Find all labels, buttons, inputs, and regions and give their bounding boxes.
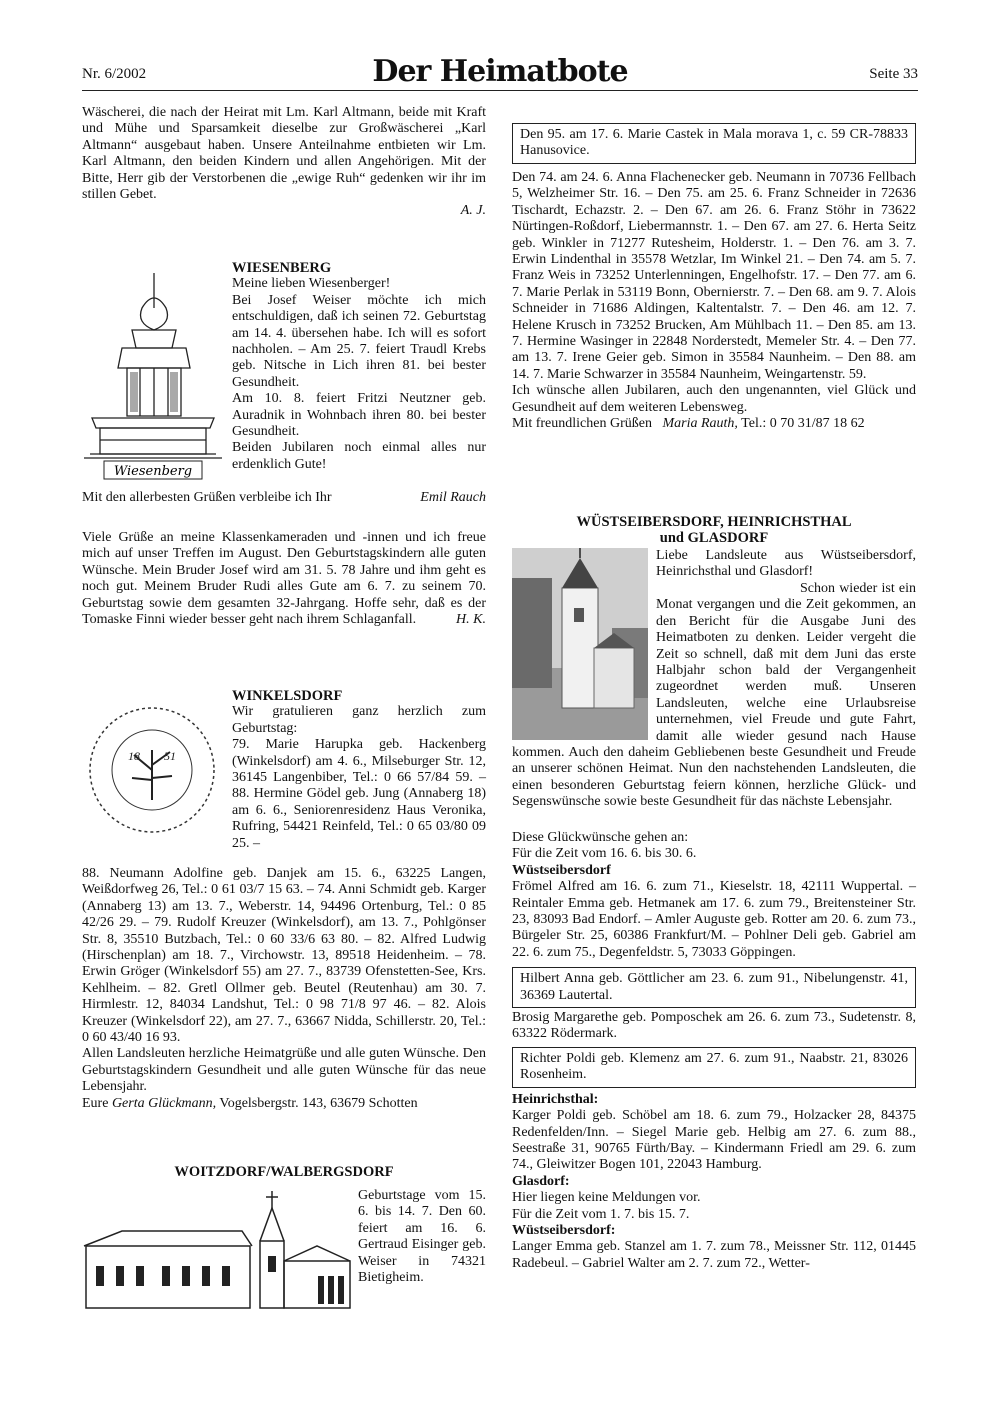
sub-wuestseibersdorf-2: Wüstseibersdorf:: [512, 1222, 616, 1238]
intro-paragraph: Wäscherei, die nach der Heirat mit Lm. Karl Altmann, beide mit Kraft und Mühe und Sparsamkeit dieselbe zur Großwäscherei „Karl Altmann“ ausgebaut haben. Unsere Anteilnahme entbieten wir Lm. Karl Altmann, den beiden Kindern und allen Angehörigen. Mit der Bitte, Herr gib der Verstorbenen die „ewige Ruh“ gedenken wir ihr im stillen Gebet. A. J.: [82, 105, 486, 219]
highlight-box-richter: Richter Poldi geb. Klemenz am 27. 6. zum 91., Naabstr. 21, 83026 Rosenheim.: [512, 1047, 916, 1088]
wiesenberg-image-label: Wiesenberg: [113, 464, 193, 479]
winkelsdorf-seal-image: [82, 700, 222, 840]
page-header: [82, 54, 918, 91]
wuestseibersdorf-title: WÜSTSEIBERSDORF, HEINRICHSTHAL und GLASDORF: [576, 514, 852, 547]
wiesenberg-fountain-image: [82, 268, 224, 486]
rauth-greeting: Mit freundlichen Grüßen Maria Rauth, Tel.: 0 70 31/87 18 62: [512, 416, 865, 432]
highlight-box-hilbert: Hilbert Anna geb. Göttlicher am 23. 6. zum 91., Nibelungenstr. 41, 36369 Lautertal.: [512, 967, 916, 1008]
wuestseibersdorf-intro: Liebe Landsleute aus Wüstseibersdorf, Heinrichsthal und Glasdorf!: [656, 548, 916, 580]
woitzdorf-title: WOITZDORF/WALBERGSDORF: [174, 1164, 394, 1180]
winkelsdorf-title: WINKELSDORF: [232, 688, 343, 704]
wiesenberg-title: WIESENBERG: [232, 260, 332, 276]
klasse-signature: H. K.: [456, 612, 486, 628]
wiesenberg-signature: Emil Rauch: [420, 490, 486, 505]
wiesenberg-section: WIESENBERG Meine lieben Wiesenberger! Bei Josef Weiser möchte ich mich entschuldigen, daß ich seinen 72. Geburtstag am 14. 4. übersehen habe. Ich will es sofort nachholen. – Am 25. 7. feiert Traudl Krebs geb. Nitsche in Lich ihren 81. bei bester Gesundheit. Am 10. 8. feiert Fritzi Neutzner geb. Auradnik in Wohnbach ihren 80. bei bester Gesundheit. Beiden Jubilaren noch einmal alles nur erdenklich Gute!: [232, 260, 486, 472]
sub-wuestseibersdorf: Wüstseibersdorf: [512, 862, 611, 878]
woitzdorf-text: Geburtstage vom 15. 6. bis 14. 7. Den 60. feiert am 16. 6. Gertraud Eisinger geb. Weiser in 74321 Bietigheim.: [358, 1188, 486, 1286]
klasse-paragraph: Viele Grüße an meine Klassenkameraden und -innen und ich freue mich auf unser Treffen im August. Den Geburtstagskindern alle guten Wünsche. Mein Bruder Josef wird am 31. 5. 78 Jahre und ihm geht es noch gut. Meinem Bruder Rudi alles Gute am 6. 7. zu seinem 70. Geburtstag sowie dem gesamten 32-Jahrgang. Hoffe sehr, daß es der Tomaske Finni wieder besser geht nach ihrem Schlaganfall. H. K.: [82, 530, 486, 628]
svg-text:51: 51: [164, 749, 176, 763]
masthead-title: Der Heimatbote: [372, 54, 628, 89]
intro-signature: A. J.: [460, 203, 486, 219]
page-number: Seite 33: [869, 66, 918, 82]
wuestseibersdorf-list: Diese Glückwünsche gehen an: Für die Zeit vom 16. 6. bis 30. 6. Wüstseibersdorf Frömel Alfred am 16. 6. zum 71., Kieselstr. 18, 42111 Wuppertal. – Reintaler Emma geb. Hetmanek am 17. 6. zum 79., Breitensteiner Str. 23, 83093 Bad Endorf. – Amler Auguste geb. Rotter am 20. 6. zum 73., Bürgeler Str. 25, 60386 Frankfurt/M. – Pohlner Deli geb. Gabriel am 22. 6. zum 75., Degenfeldstr. 5, 73033 Göppingen. Hilbert Anna geb. Göttlicher am 23. 6. zum 91., Nibelungenstr. 41, 36369 Lautertal. Brosig Margarethe geb. Pomposchek am 26. 6. zum 73., Sudetenstr. 8, 63322 Rödermark. Richter Poldi geb. Klemenz am 27. 6. zum 91., Naabstr. 21, 83026 Rosenheim. Heinrichsthal: Karger Poldi geb. Schöbel am 18. 6. zum 79., Holzacker 28, 84375 Redenfelden/Inn. – Siegel Marie geb. Helbig am 27. 6. zum 88., Seestraße 31, 90765 Fürth/Bay. – Kindermann Friedl am 29. 6. zum 74., Gleiwitzer Bogen 101, 22043 Hamburg. Glasdorf: Hier liegen keine Meldungen vor. Für die Zeit vom 1. 7. bis 15. 7. Wüstseibersdorf: Langer Emma geb. Stanzel am 1. 7. zum 78., Meissner Str. 112, 01445 Radebeul. – Gabriel Walter am 2. 7. zum 72., Wetter-: [512, 830, 916, 1271]
issue-number: Nr. 6/2002: [82, 66, 147, 82]
sub-heinrichsthal: Heinrichsthal:: [512, 1091, 599, 1107]
wiesenberg-closing: Mit den allerbesten Grüßen verbleibe ich Ihr Emil Rauch: [82, 490, 486, 505]
woitzdorf-title-wrap: [82, 1164, 486, 1180]
winkelsdorf-seal-text: VORSTAND D. VEREIN D. GEMEINDE WINKELSDORF 18 51: [82, 700, 110, 701]
jubilar-list: Den 74. am 24. 6. Anna Flachenecker geb. Neumann in 70736 Fellbach 5, Welzheimer Str. 16. – Den 75. am 25. 6. Franz Schneider in 72636 Tischardt, Echazstr. 2. – Den 67. am 26. 6. Franz Stöhr in 73622 Nürtingen-Roßdorf, Liebermannstr. 1. – Den 67. am 27. 6. Herta Seitz geb. Winkler in 71277 Rutesheim, Holderstr. 1. – Den 76. am 3. 7. Erwin Lindenthal in 35578 Wetzlar, Im Winkel 21. – Den 74. am 5. 7. Franz Weis in 73252 Unterlenningen, Engelhofstr. 17. – Den 77. am 6. 7. Marie Perlak in 53119 Bonn, Obernierstr. 7. – Den 68. am 9. 7. Alois Schneider in 71686 Aldingen, Kaltentalstr. 7. – Den 46. am 12. 7. Helene Krusch in 73252 Brucken, Am Mühlbach 11. – Den 85. am 13. 7. Hermine Wasinger in 22848 Norderstedt, Memeler Str. 4. – Den 77. am 13. 7. Irene Geier geb. Simon in 35584 Naunheim. – Den 88. am 14. 7. Marie Schwarzer in 35584 Naunheim, Weingartenstr. 59. Ich wünsche allen Jubilaren, auch den ungenannten, viel Glück und Gesundheit auf dem weiteren Lebensweg. Mit freundlichen Grüßen Maria Rauth, Tel.: 0 70 31/87 18 62: [512, 170, 916, 432]
winkelsdorf-section: WINKELSDORF Wir gratulieren ganz herzlich zum Geburtstag: 79. Marie Harupka geb. Hackenberg (Winkelsdorf) am 4. 6., Milseburger Str. 12, 36145 Langenbiber, Tel.: 0 66 57/84 59. – 88. Hermine Gödel geb. Jung (Annaberg 18) am 6. 6., Seniorenresidenz Haus Veronika, Rufring, 54421 Reinfeld, Tel.: 0 65 03/80 09 25. –: [232, 688, 486, 851]
winkelsdorf-list: 88. Neumann Adolfine geb. Danjek am 15. 6., 63225 Langen, Weißdorfweg 26, Tel.: 0 61 03/7 15 63. – 74. Anni Schmidt geb. Karger (Annaberg 13) am 13. 7., Weberstr. 14, 94496 Ortenburg, Tel.: 0 85 42/26 29. – 79. Rudolf Kreuzer (Winkelsdorf), am 13. 7., Pohlgönser Str. 8, 35510 Butzbach, Tel.: 0 60 33/6 63 80. – 82. Alfred Ludwig (Hirschenplan) am 18. 7., Virchowstr. 13, 89518 Heidenheim. – 78. Erwin Gröger (Winkelsdorf 55) am 27. 7., 83739 Ofenstetten-See, Krs. Kehlheim. – 82. Gretl Ollmer geb. Beutel (Reutenhau) am 30. 7. Hirmlestr. 12, 84034 Landshut, Tel.: 0 98 71/8 97 46. – 82. Alois Kreuzer (Winkelsdorf 22), am 27. 7., 63667 Nidda, Schillerstr. 20, Tel.: 0 60 43/40 16 93. Allen Landsleuten herzliche Heimatgrüße und alle guten Wünsche. Den Geburtstagskindern Gesundheit und alle guten Wünsche für das neue Lebensjahr. Eure Gerta Glückmann, Vogelsbergstr. 143, 63679 Schotten: [82, 866, 486, 1111]
wuestseibersdorf-body: Schon wieder ist ein Monat vergangen und die Zeit gekommen, an den Bericht für die Ausgabe Juni des Heimatboten zu denken. Leider vergeht die Zeit so schnell, daß mit dem Juni das erste Halbjahr schon bald der Vergangenheit zugeordnet werden muß. Unseren Landsleuten, welche eine Urlaubsreise unternehmen, viel Freude und gute Fahrt, damit alle wieder gesund nach Hause kommen. Auch den daheim Gebliebenen beste Gesundheit und Freude an unserer schönen Heimat. Nun den nachstehenden Landsleuten, die einen besonderen Geburtstag feiern können, herzliche Glück- und Segenswünsche sowie beste Gesundheit für das nächste Lebensjahr.: [512, 581, 916, 810]
winkelsdorf-signature: Eure Gerta Glückmann, Vogelsbergstr. 143, 63679 Schotten: [82, 1095, 418, 1111]
woitzdorf-church-image: [82, 1186, 352, 1312]
svg-text:18: 18: [128, 749, 140, 763]
highlight-box-castek: Den 95. am 17. 6. Marie Castek in Mala morava 1, c. 59 CR-78833 Hanusovice.: [512, 123, 916, 164]
sub-glasdorf: Glasdorf:: [512, 1173, 570, 1189]
right-top: [512, 123, 916, 164]
